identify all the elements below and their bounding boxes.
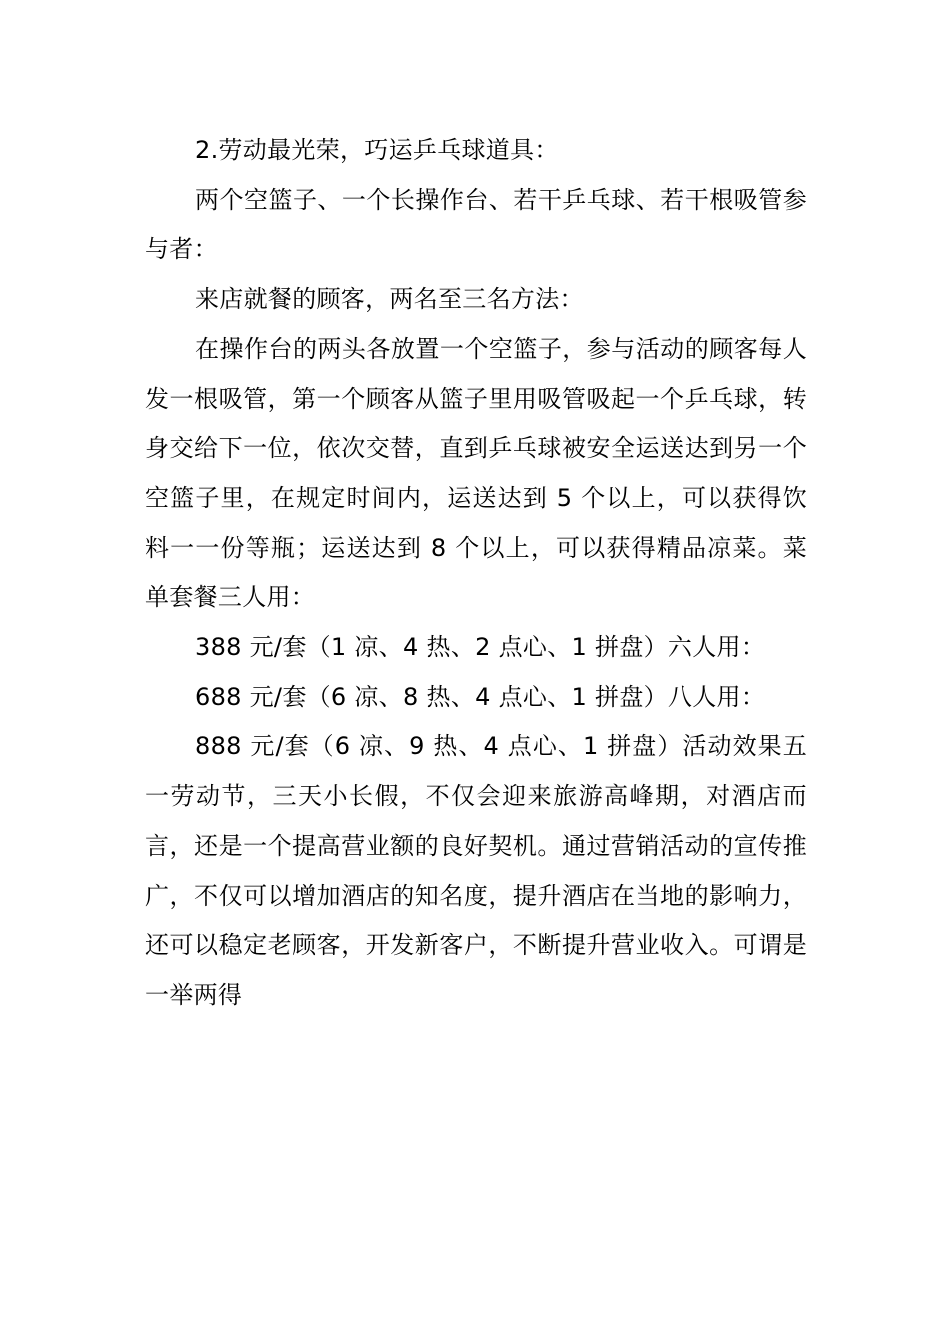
paragraph-menu-388: 388 元/套（1 凉、4 热、2 点心、1 拼盘）六人用： (195, 633, 766, 662)
paragraph-method-details: 在操作台的两头各放置一个空篮子，参与活动的顾客每人发一根吸管，第一个顾客从篮子里用吸管吸起一个乒乓球，转身交给下一位，依次交替，直到乒乓球被安全运送达到另一个空篮子里，在规定时间内，运送达到 5 个以上，可以获得饮料一一份等瓶；运送达到 8 个以上，可以获得精品凉菜。菜单套餐三人用： (145, 334, 807, 612)
paragraph-menu-888-effect: 888 元/套（6 凉、9 热、4 点心、1 拼盘）活动效果五一劳动节，三天小长假，不仅会迎来旅游高峰期，对酒店而言，还是一个提高营业额的良好契机。通过营销活动的宣传推广，不仅可以增加酒店的知名度，提升酒店在当地的影响力，还可以稳定老顾客，开发新客户，不断提升营业收入。可谓是一举两得 (145, 732, 807, 1009)
paragraph-menu-688: 688 元/套（6 凉、8 热、4 点心、1 拼盘）八人用： (195, 682, 766, 711)
paragraph-activity-title: 2.劳动最光荣，巧运乒乓球道具： (195, 136, 559, 164)
document-body (145, 126, 807, 1021)
paragraph-participants-method: 来店就餐的顾客，两名至三名方法： (195, 285, 584, 314)
paragraph-props-participants: 两个空篮子、一个长操作台、若干乒乓球、若干根吸管参与者： (145, 185, 807, 264)
